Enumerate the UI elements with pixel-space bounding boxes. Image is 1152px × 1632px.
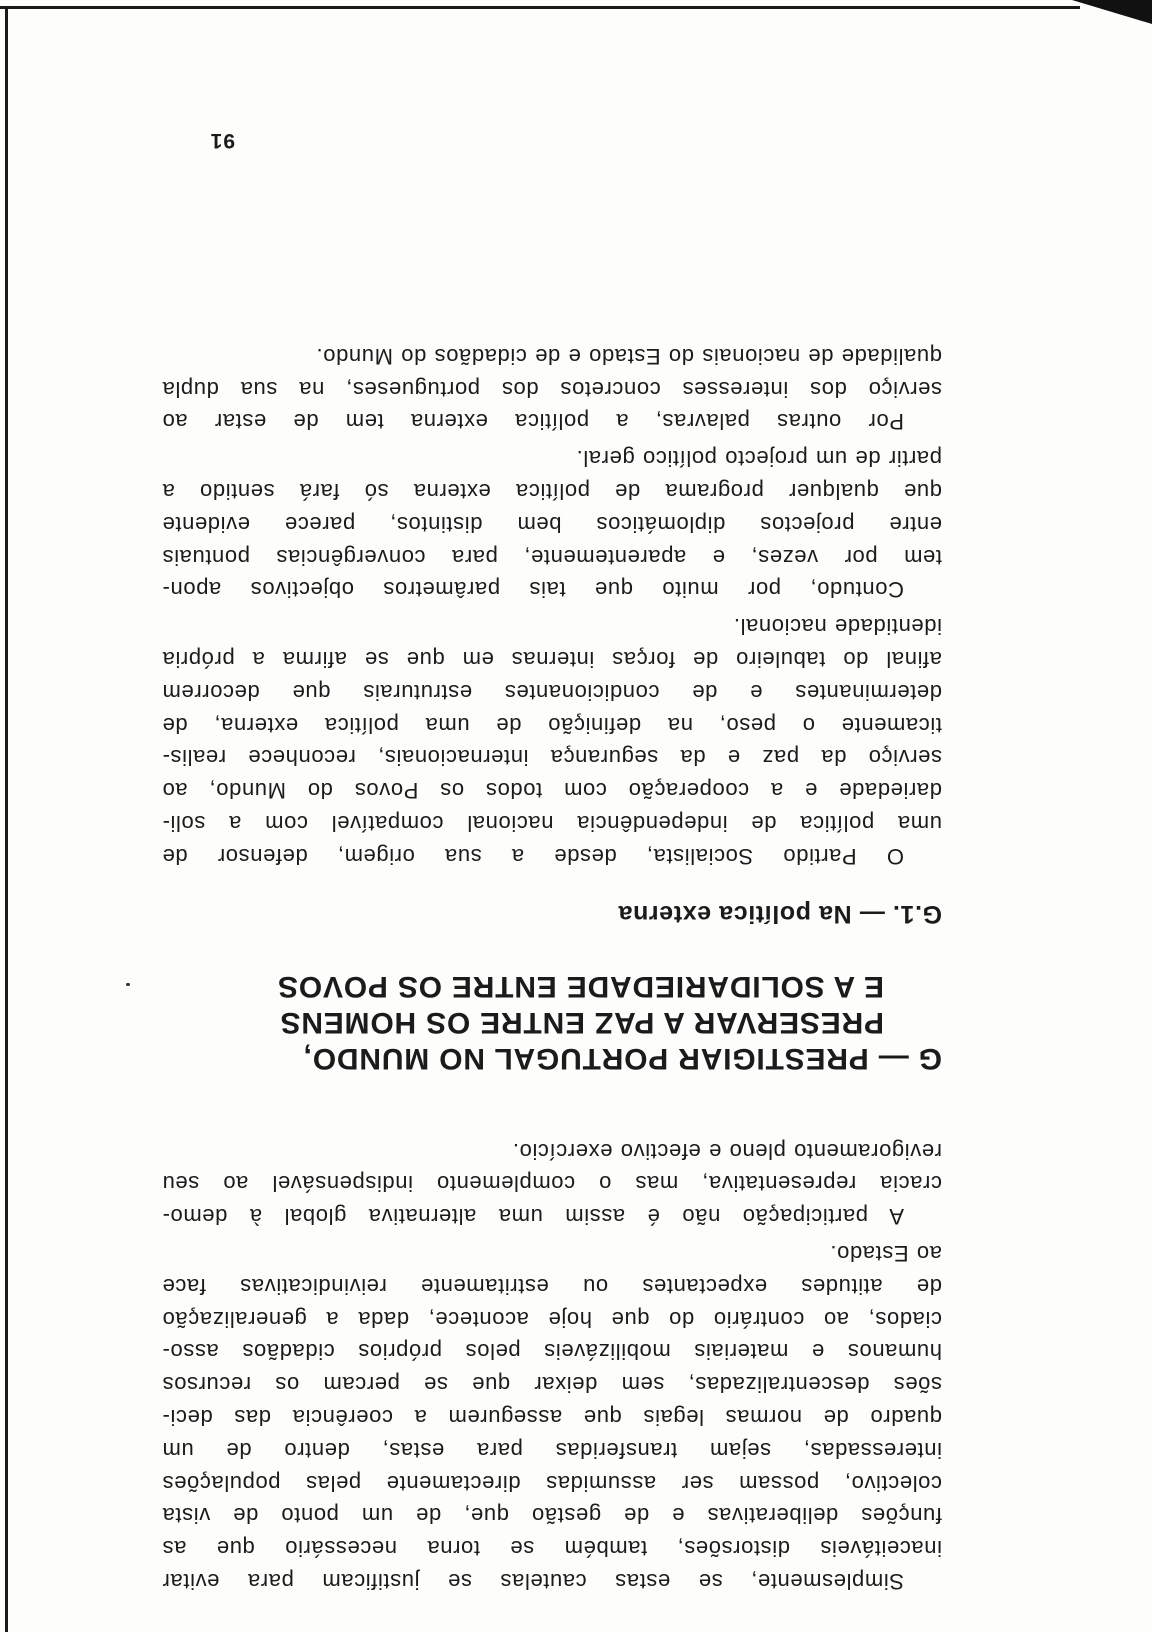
paragraph-foreign-policy-3	[162, 339, 942, 437]
paragraph-foreign-policy-2	[162, 441, 942, 605]
paragraph-foreign-policy-1	[162, 609, 942, 871]
text-line: funções deliberativas e de gestão que, de um ponto de vista	[162, 1503, 942, 1529]
text-line: revigoramento pleno e efectivo exercício.	[512, 1138, 942, 1164]
text-line: determinantes e de condicionantes estruturais que decorrem	[162, 679, 942, 705]
text-line: uma política de independência nacional compatível com a soli-	[162, 811, 942, 837]
text-line: dariedade e a cooperação com todos os Povos do Mundo, ao	[162, 778, 942, 804]
text-line: A participação não é assim uma alternativa global à demo-	[162, 1204, 904, 1230]
text-line: afinal do tabuleiro de forças internas em que se afirma a própria	[162, 647, 942, 673]
page-number: 91	[209, 129, 235, 152]
text-line: serviço dos interesses concretos dos portugueses, na sua dupla	[162, 376, 942, 402]
text-line: ciados, ao contrário do que hoje acontece, dada a generalização	[162, 1306, 942, 1332]
text-line: quadro de normas legais que assegurem a coerência das deci-	[162, 1405, 942, 1431]
text-line: Por outras palavras, a política externa tem de estar ao	[162, 409, 904, 435]
paragraph-participation-1	[162, 1236, 942, 1597]
text-line: Simplesmente, se estas cautelas se justificam para evitar	[162, 1569, 904, 1594]
text-line: inaceitáveis distorsões, também se torna necessário que as	[162, 1536, 942, 1562]
text-line: entre projectos diplomáticos bem distintos, parece evidente	[162, 511, 942, 537]
text-line: ticamente o peso, na definição de uma política externa, de	[162, 712, 942, 738]
paragraph-participation-2	[162, 1134, 942, 1232]
subsection-heading-g1: G.1. — Na política externa	[617, 899, 942, 928]
text-line: tem por vezes, e aparentemente, para convergências pontuais	[162, 544, 942, 570]
page-content	[162, 339, 942, 1597]
heading-line: E A SOLIDARIEDADE ENTRE OS POVOS	[277, 969, 884, 1003]
text-line: cracia representativa, mas o complemento indispensável ao seu	[162, 1171, 942, 1197]
text-line: Contudo, por muito que tais parâmetros objectivos apon-	[162, 577, 904, 603]
heading-line: PRESERVAR A PAZ ENTRE OS HOMENS	[279, 1005, 884, 1039]
heading-line: G — PRESTIGIAR PORTUGAL NO MUNDO,	[302, 1041, 942, 1075]
text-line: ao Estado.	[829, 1241, 942, 1267]
text-line: humanos e materiais mobilizáveis pelos próprios cidadãos asso-	[162, 1339, 942, 1365]
text-line: serviço da paz e da segurança internacionais, reconhece realis-	[162, 745, 942, 771]
text-line: interessadas, sejam transferidas para estas, dentro de um	[162, 1437, 942, 1463]
section-heading-g	[162, 968, 942, 1076]
text-line: O Partido Socialista, desde a sua origem, defensor de	[162, 843, 904, 869]
text-line: sões descentralizadas, sem deixar que se percam os recursos	[162, 1372, 942, 1398]
text-line: que qualquer programa de política externa só fará sentido a	[162, 479, 942, 505]
text-line: partir de um projecto político geral.	[576, 446, 942, 472]
text-line: identidade nacional.	[733, 614, 942, 640]
text-line: colectivo, possam ser assumidas directamente pelas populações	[162, 1470, 942, 1496]
text-line: de atitudes expectantes ou estritamente reivindicativas face	[162, 1273, 942, 1299]
text-line: qualidade de nacionais do Estado e de cidadãos do Mundo.	[315, 343, 942, 369]
